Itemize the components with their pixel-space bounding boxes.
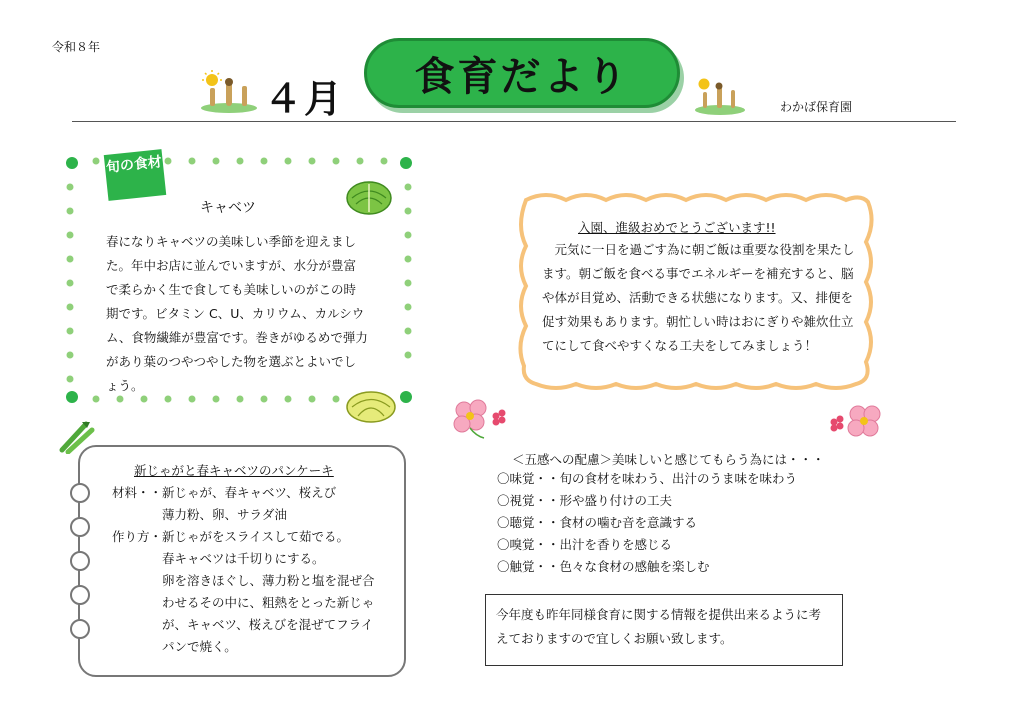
list-item: 〇嗅覚・・出汁を香りを感じる	[497, 537, 673, 552]
school-name: わかば保育園	[780, 100, 853, 114]
recipe-line: 春キャベツは千切りにする。	[112, 551, 325, 566]
ingredient-title: キャベツ	[200, 200, 256, 216]
list-item: 〇触覚・・色々な食材の感触を楽しむ	[497, 559, 710, 574]
month-label: ４月	[264, 77, 345, 121]
sun-sprout-icon	[694, 74, 746, 116]
flower-icon	[450, 398, 512, 442]
recipe-line: 材料・・新じゃが、春キャベツ、桜えび	[112, 485, 337, 500]
newsletter-title: 食育だより	[414, 53, 630, 100]
flower-icon	[826, 402, 884, 444]
recipe-line: パンで焼く。	[112, 639, 237, 654]
header-divider	[72, 121, 956, 122]
recipe-line: 薄力粉、卵、サラダ油	[112, 507, 287, 522]
recipe-line: 卵を溶きほぐし、薄力粉と塩を混ぜ合	[112, 573, 375, 588]
recipe-line: が、キャベツ、桜えびを混ぜてフライ	[112, 617, 374, 632]
title-banner	[364, 38, 680, 108]
binder-ring	[70, 619, 90, 639]
sun-sprout-icon	[200, 70, 258, 114]
recipe-body	[112, 482, 375, 658]
binder-ring	[70, 585, 90, 605]
greeting-text: 元気に一日を過ごす為に朝ご飯は重要な役割を果たします。朝ご飯を食べる事でエネルギーを補充すると、脳や体が目覚め、活動できる状態になります。又、排便を促す効果もあります。朝忙しい時はおにぎりや雑炊仕立てにして食べやすくなる工夫をしてみましょう！	[542, 242, 855, 353]
era-year: 令和８年	[52, 40, 101, 54]
recipe-line: 作り方・新じゃがをスライスして茹でる。	[112, 529, 350, 544]
seasonal-badge: 旬の食材	[104, 149, 166, 201]
recipe-title: 新じゃがと春キャベツのパンケーキ	[134, 463, 334, 478]
list-item: 〇味覚・・旬の食材を味わう、出汁のうま味を味わう	[497, 471, 798, 486]
senses-title: ＜五感への配慮＞美味しいと感じてもらう為には・・・	[512, 452, 825, 467]
spring-cabbage-icon	[346, 390, 396, 424]
greeting-title: 入園、進級おめでとうございます!!	[578, 220, 776, 235]
binder-ring	[70, 517, 90, 537]
notice-box: 今年度も昨年同様食育に関する情報を提供出来るように考えておりますので宜しくお願い致します。	[485, 594, 843, 666]
binder-ring	[70, 483, 90, 503]
list-item: 〇視覚・・形や盛り付けの工夫	[497, 493, 673, 508]
ingredient-description: 春になりキャベツの美味しい季節を迎えました。年中お店に並んでいますが、水分が豊富で柔らかく生で食しても美味しいのがこの時期です。ビタミン C、U、カリウム、カルシウム、食物繊維が豊富です。巻きがゆるめで弾力があり葉のつやつやした物を選ぶとよいでしょう。	[106, 234, 368, 393]
binder-ring	[70, 551, 90, 571]
cabbage-icon	[346, 180, 392, 216]
list-item: 〇聴覚・・食材の噛む音を意識する	[497, 515, 698, 530]
recipe-line: わせるその中に、粗熱をとった新じゃ	[112, 595, 375, 610]
senses-list	[497, 468, 797, 578]
